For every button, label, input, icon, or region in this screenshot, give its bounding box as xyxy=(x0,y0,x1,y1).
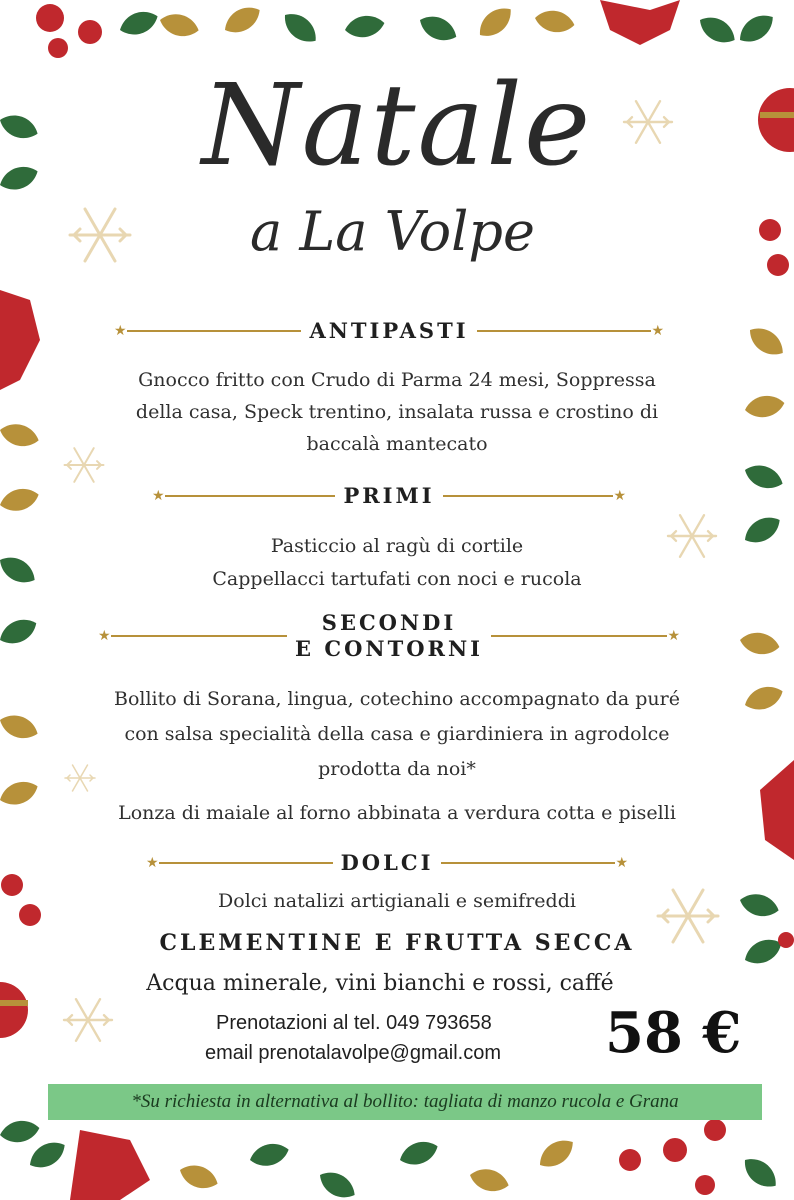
divider-line xyxy=(441,862,615,864)
dolci-description: Dolci natalizi artigianali e semifreddi xyxy=(218,890,576,912)
price-label: 58 € xyxy=(605,1000,742,1066)
divider-line xyxy=(111,635,287,637)
footnote-text: *Su richiesta in alternativa al bollito: tagliata di manzo rucola e Grana xyxy=(131,1091,679,1112)
text-line: con salsa specialità della casa e giardiniera in agrodolce xyxy=(124,723,670,745)
drinks-line: Acqua minerale, vini bianchi e rossi, caffé xyxy=(146,971,614,996)
star-icon: ★ xyxy=(152,487,165,504)
primi-description xyxy=(90,530,704,596)
text-line: Cappellacci tartufati con noci e rucola xyxy=(212,568,582,590)
section-header-secondi xyxy=(98,610,680,662)
star-icon: ★ xyxy=(651,322,664,339)
section-header-antipasti xyxy=(114,318,664,343)
star-icon: ★ xyxy=(114,322,127,339)
divider-line xyxy=(477,330,652,332)
section-title-primi: PRIMI xyxy=(343,483,435,508)
star-icon: ★ xyxy=(146,854,159,871)
section-title-dolci: DOLCI xyxy=(340,850,434,875)
section-header-dolci xyxy=(146,850,628,875)
section-title-secondi xyxy=(287,610,491,662)
divider-line xyxy=(159,862,333,864)
star-icon: ★ xyxy=(613,487,627,504)
text-line: Gnocco fritto con Crudo di Parma 24 mesi, Soppressa xyxy=(138,369,656,391)
divider-line xyxy=(127,330,302,332)
section-title-line: E CONTORNI xyxy=(295,636,483,661)
section-title-antipasti: ANTIPASTI xyxy=(309,318,469,343)
text-line: baccalà mantecato xyxy=(306,433,488,455)
fruit-heading: CLEMENTINE E FRUTTA SECCA xyxy=(159,930,635,956)
section-title-line: SECONDI xyxy=(321,610,457,635)
phone-contact: Prenotazioni al tel. 049 793658 xyxy=(216,1012,492,1034)
text-line: della casa, Speck trentino, insalata russa e crostino di xyxy=(135,401,659,423)
page-subtitle: a La Volpe xyxy=(250,200,535,263)
secondi-description xyxy=(90,682,704,787)
footnote-banner xyxy=(48,1084,762,1120)
divider-line xyxy=(491,635,667,637)
page-title: Natale xyxy=(201,61,593,191)
text-line: Bollito di Sorana, lingua, cotechino accompagnato da puré xyxy=(113,688,680,710)
section-header-primi xyxy=(152,483,626,508)
text-line: prodotta da noi* xyxy=(318,758,476,780)
divider-line xyxy=(443,495,614,497)
email-contact: email prenotalavolpe@gmail.com xyxy=(205,1042,501,1064)
star-icon: ★ xyxy=(615,854,628,871)
antipasti-description xyxy=(90,364,704,460)
secondi-extra: Lonza di maiale al forno abbinata a verdura cotta e piselli xyxy=(118,802,676,824)
star-icon: ★ xyxy=(667,628,681,644)
text-line: Pasticcio al ragù di cortile xyxy=(270,535,524,557)
divider-line xyxy=(165,495,336,497)
star-icon: ★ xyxy=(98,628,111,644)
